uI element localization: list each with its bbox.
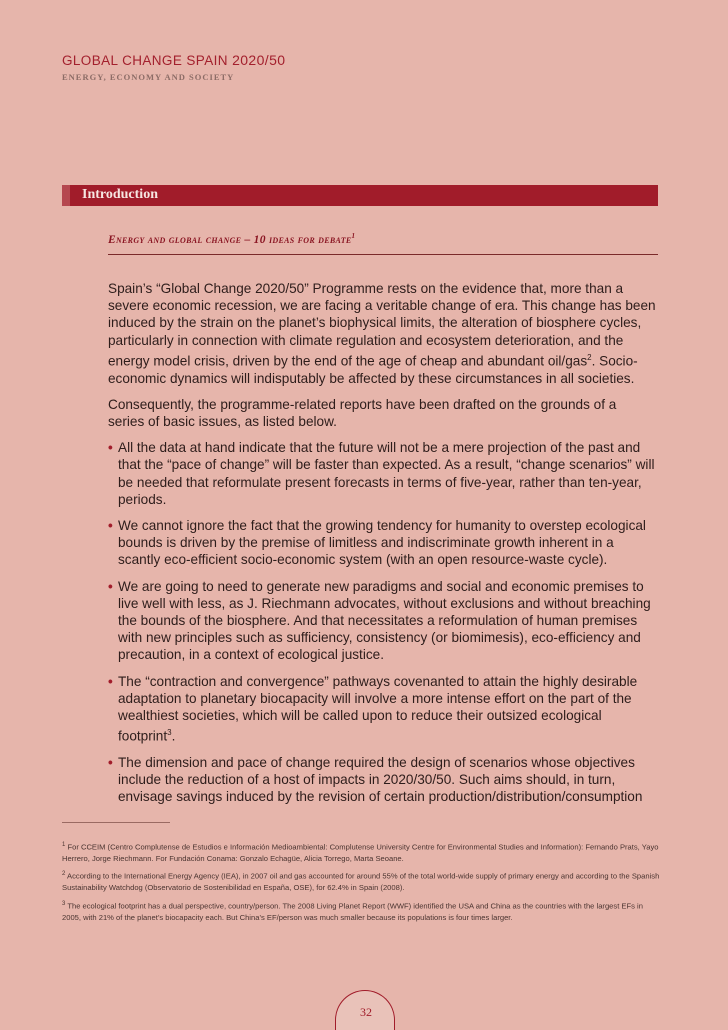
bullet-icon: • <box>108 517 113 533</box>
page-number: 32 <box>360 1005 372 1019</box>
subheading <box>108 232 355 246</box>
document-title <box>62 52 285 68</box>
bullet-text-end: . <box>171 728 176 744</box>
footnote-text: For CCEIM (Centro Complutense de Estudios e Información Medioambiental: Complutense University Centre for Environmental Studies and Information): Fernando Prats, Yayo Herrero, Jorge Riechmann. For Fundación Conama: Gonzalo Echagüe, Alicia Torrego, Marta Seoane. <box>62 842 659 863</box>
body-text <box>108 280 656 815</box>
footnote-1 <box>62 840 662 864</box>
bullet-item <box>108 673 656 745</box>
footnote-ref-3[interactable]: 3 <box>167 728 172 738</box>
bullet-text: All the data at hand indicate that the future will not be a mere projection of the past and that the “pace of change” will be faster than expected. As a result, “change scenarios” will be needed that reformulate present forecasts in terms of five-year, rather than ten-year, periods. <box>118 440 655 507</box>
footnote-divider <box>62 822 170 823</box>
bullet-icon: • <box>108 440 113 456</box>
bullet-icon: • <box>108 578 113 594</box>
paragraph-1 <box>108 280 656 387</box>
bullet-text: The “contraction and convergence” pathways covenanted to attain the highly desirable adaptation to planetary biocapacity will involve a more intense effort on the part of the wealthiest societies, which will be called upon to reduce their outsized ecological footprint <box>118 673 638 744</box>
document-title-text: GLOBAL CHANGE SPAIN <box>62 53 228 68</box>
subheading-text: Energy and global change – 10 ideas for debate <box>108 233 352 246</box>
paragraph-1-text-end: . Socio-economic dynamics will indisputably be affected by these circumstances in all societies. <box>108 353 638 386</box>
paragraph-2: Consequently, the programme-related reports have been drafted on the grounds of a series of basic issues, as listed below. <box>108 396 617 429</box>
footnote-number: 1 <box>62 842 66 848</box>
footnotes <box>62 840 662 928</box>
bullet-icon: • <box>108 754 113 770</box>
subheading-footnote-ref[interactable]: 1 <box>351 232 356 240</box>
paragraph-1-text: Spain’s “Global Change 2020/50” Programme rests on the evidence that, more than a severe economic recession, we are facing a veritable change of era. This change has been induced by the strain on the planet’s biophysical limits, the alteration of biosphere cycles, particularly in connection with climate regulation and ecosystem deterioration, and the energy model crisis, driven by the end of the age of cheap and abundant oil/gas <box>108 281 656 369</box>
section-title: Introduction <box>82 187 158 202</box>
bullet-icon: • <box>108 673 113 689</box>
bullet-item <box>108 517 656 569</box>
bullet-item <box>108 578 656 664</box>
footnote-3 <box>62 899 662 923</box>
document-subtitle: ENERGY, ECONOMY AND SOCIETY <box>62 72 235 82</box>
footnote-2 <box>62 869 662 893</box>
footnote-number: 2 <box>62 871 66 878</box>
footnote-text: According to the International Energy Agency (IEA), in 2007 oil and gas accounted for around 55% of the total world-wide supply of primary energy and according to the Spanish Sustainability Watchdog (Observatorio de Sostenibilidad en España, OSE), for 62.4% in Spain (2008). <box>62 871 660 893</box>
footnote-ref-2[interactable]: 2 <box>587 352 592 362</box>
page-number-tab <box>335 990 395 1030</box>
bullet-text: We are going to need to generate new paradigms and social and economic premises to live well with less, as J. Riechmann advocates, without exclusions and without breaching the bounds of the biosphere. And that necessitates a reformulation of human premises with new principles such as sufficiency, consistency (or biomimesis), eco-efficiency and precaution, in a context of ecological justice. <box>118 578 651 663</box>
document-title-years: 2020/50 <box>232 52 286 68</box>
subheading-divider <box>108 254 658 255</box>
footnote-text: The ecological footprint has a dual perspective, country/person. The 2008 Living Planet Report (WWF) identified the USA and China as the countries with the largest EFs in 2005, with 21% of the planet’s biocapacity each. But China’s EF/person was much smaller because its populations is four times larger. <box>62 901 643 922</box>
footnote-number: 3 <box>62 900 66 907</box>
bullet-item <box>108 754 656 806</box>
section-header-bar <box>62 185 658 206</box>
bullet-item <box>108 439 656 508</box>
bullet-text: We cannot ignore the fact that the growing tendency for humanity to overstep ecological bounds is driven by the premise of limitless and indiscriminate growth inherent in a scantly eco-efficient socio-economic system (with an open resource-waste cycle). <box>118 517 646 568</box>
bullet-text: The dimension and pace of change required the design of scenarios whose objectives include the reduction of a host of impacts in 2020/30/50. Such aims should, in turn, envisage savings induced by the revision of certain production/distribution/consumption <box>118 754 643 805</box>
